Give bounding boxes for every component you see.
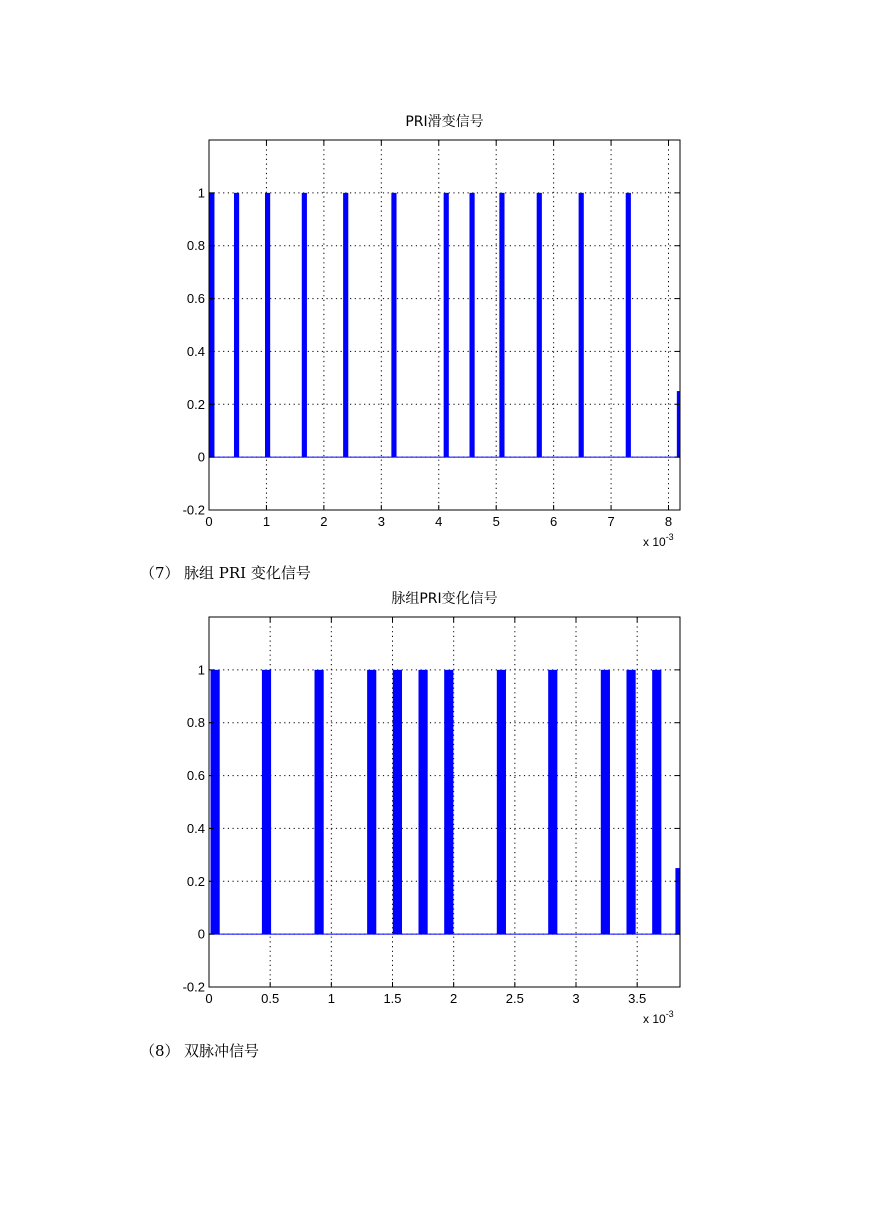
chart1-xtick-label: 3 bbox=[377, 514, 385, 529]
chart1-ytick-label: 0.4 bbox=[186, 343, 205, 359]
chart2-xtick-label: 3 bbox=[572, 991, 580, 1006]
chart2-xtick-label: 0 bbox=[205, 991, 213, 1006]
chart2-x-exponent bbox=[643, 1009, 674, 1026]
chart2-ytick-label: 0.2 bbox=[186, 873, 205, 889]
chart1-ytick-label: 0.6 bbox=[186, 291, 205, 307]
chart2-pulse-0 bbox=[211, 670, 220, 934]
chart2-pulse-1 bbox=[262, 670, 271, 934]
chart2-pulse-10 bbox=[626, 670, 635, 934]
chart2-pulse-6 bbox=[444, 670, 453, 934]
chart1-xtick-label: 1 bbox=[262, 514, 271, 529]
chart1-pulse-8 bbox=[499, 193, 504, 457]
chart2-xtick-label: 1 bbox=[327, 991, 335, 1006]
chart1-xtick-label: 4 bbox=[435, 514, 443, 529]
chart2-ytick-label: 1 bbox=[197, 662, 205, 678]
chart1-pulse-3 bbox=[302, 193, 307, 457]
chart2-x-exponent-base: x 10 bbox=[643, 1012, 666, 1026]
chart1-pulse-0 bbox=[209, 193, 214, 457]
chart2-pulse-11 bbox=[652, 670, 661, 934]
chart1-pulse-6 bbox=[444, 193, 449, 457]
chart2-pulse-7 bbox=[497, 670, 506, 934]
chart2-ytick-label: 0.6 bbox=[186, 768, 205, 784]
chart2-xtick-label: 0.5 bbox=[261, 991, 280, 1006]
chart1-pulse-4 bbox=[343, 193, 348, 457]
chart1-xtick-label: 7 bbox=[607, 514, 615, 529]
caption-8-text: 双脉冲信号 bbox=[184, 1042, 260, 1060]
chart1-ytick-label: 0 bbox=[197, 449, 205, 465]
chart1-pulse-1 bbox=[234, 193, 239, 457]
chart2-xtick-label: 2 bbox=[450, 991, 458, 1006]
caption-7-text: 脉组 PRI 变化信号 bbox=[184, 564, 311, 582]
chart1-pulse-10 bbox=[579, 193, 584, 457]
chart2-x-exponent-power: -3 bbox=[665, 1009, 674, 1019]
chart1-xtick-label: 8 bbox=[664, 514, 673, 529]
chart1-xtick-label: 5 bbox=[492, 514, 500, 529]
chart1-ytick-label: 1 bbox=[197, 185, 205, 201]
chart1-ytick-label: 0.2 bbox=[186, 396, 205, 412]
chart1-title: PRI滑变信号 bbox=[405, 114, 484, 130]
chart2-pulse-3 bbox=[367, 670, 376, 934]
chart2-title: 脉组PRI变化信号 bbox=[391, 591, 498, 607]
chart2-xtick-label: 1.5 bbox=[383, 991, 402, 1006]
chart2-ytick-label: 0.8 bbox=[186, 715, 205, 731]
chart2-pulse-4 bbox=[393, 670, 402, 934]
chart1-pulse-7 bbox=[469, 193, 474, 457]
chart2-ytick-label: -0.2 bbox=[182, 979, 205, 995]
chart1-x-exponent-power: -3 bbox=[665, 532, 674, 542]
chart1-xtick-label: 0 bbox=[205, 514, 213, 529]
chart1-x-exponent bbox=[643, 532, 674, 549]
chart2-ytick-label: 0 bbox=[197, 926, 205, 942]
chart1-pulse-11 bbox=[626, 193, 631, 457]
chart2-pulse-12 bbox=[675, 868, 680, 934]
chart2-pulse-8 bbox=[548, 670, 557, 934]
chart1-pulse-2 bbox=[265, 193, 270, 457]
chart2-xtick-label: 3.5 bbox=[628, 991, 647, 1006]
chart1-ytick-label: 0.8 bbox=[186, 238, 205, 254]
chart2-xtick-label: 2.5 bbox=[505, 991, 524, 1006]
caption-7-number: （7） bbox=[140, 564, 180, 582]
chart1-ytick-label: -0.2 bbox=[182, 502, 205, 518]
chart1-x-exponent-base: x 10 bbox=[643, 535, 666, 549]
caption-8 bbox=[140, 1040, 259, 1061]
chart2-ytick-label: 0.4 bbox=[186, 820, 205, 836]
chart1-pulse-5 bbox=[391, 193, 396, 457]
caption-8-number: （8） bbox=[140, 1042, 180, 1060]
chart2-pulse-2 bbox=[315, 670, 324, 934]
chart-group-pri bbox=[0, 580, 869, 1040]
chart2-pulse-5 bbox=[419, 670, 428, 934]
chart2-pulse-9 bbox=[601, 670, 610, 934]
chart1-xtick-label: 6 bbox=[550, 514, 558, 529]
chart1-xtick-label: 2 bbox=[320, 514, 328, 529]
chart-pri-sliding bbox=[0, 100, 869, 560]
chart1-pulse-9 bbox=[537, 193, 542, 457]
